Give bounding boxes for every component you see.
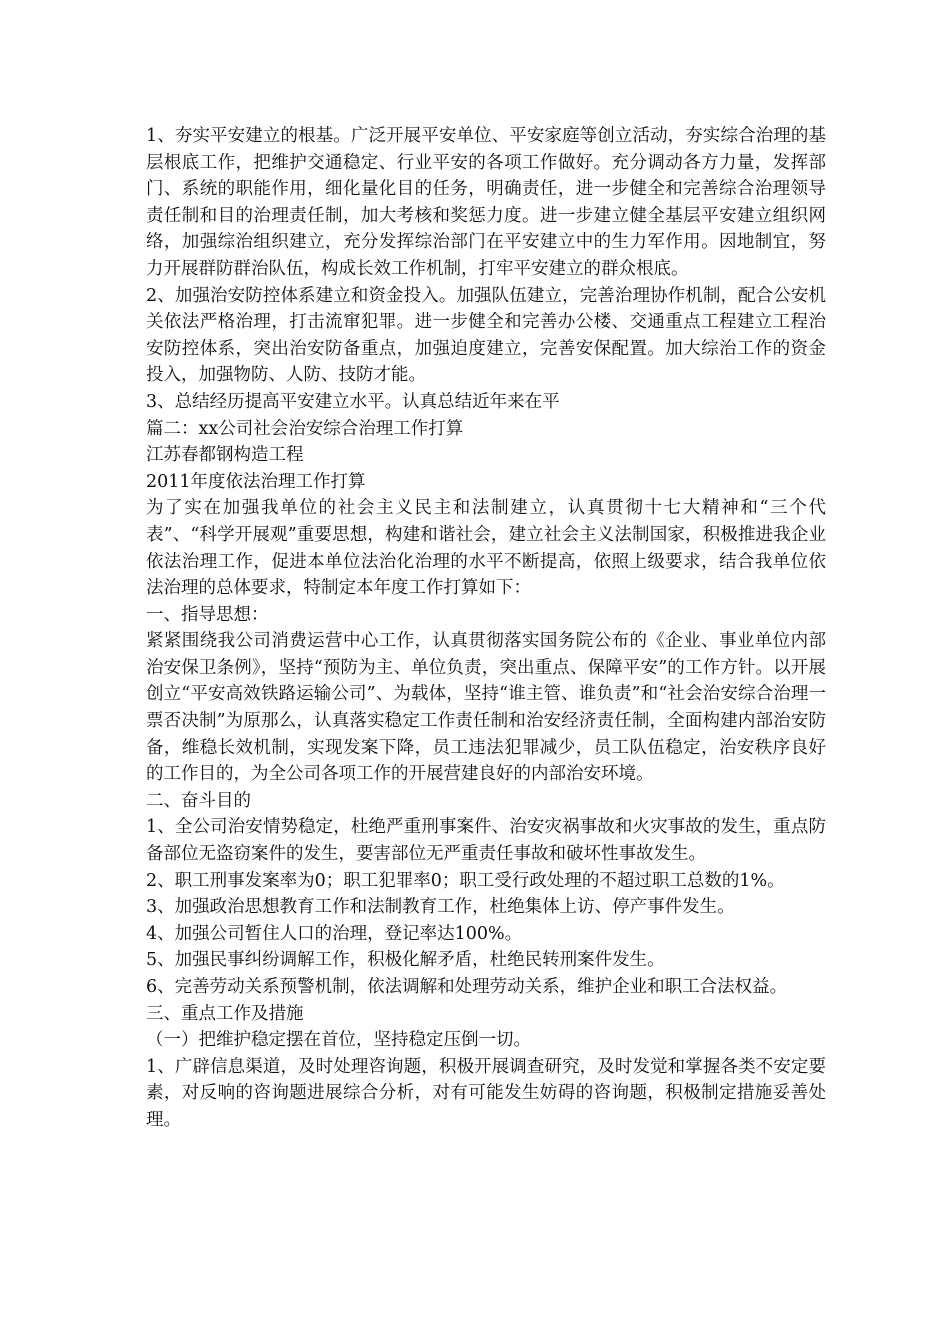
paragraph-guiding-ideology: 紧紧围绕我公司消费运营中心工作，认真贯彻落实国务院公布的《企业、事业单位内部治安保卫条例》，坚持“预防为主、单位负责，突出重点、保障平安”的工作方针。以开展创立“平安高效铁路运输公司”、为载体，坚持“谁主管、谁负责”和“社会治安综合治理一票否决制”为原那么，认真落实稳定工作责任制和治安经济责任制，全面构建内部治安防备，维稳长效机制，实现发案下降，员工违法犯罪减少，员工队伍稳定，治安秩序良好的工作目的，为全公司各项工作的开展营建良好的内部治安环境。 xyxy=(146,631,826,785)
document-page xyxy=(146,123,826,1134)
goal-item-6: 6、完善劳动关系预警机制，依法调解和处理劳动关系，维护企业和职工合法权益。 xyxy=(146,977,788,997)
paragraph-ping-an-foundation: 1、夯实平安建立的根基。广泛开展平安单位、平安家庭等创立活动，夯实综合治理的基层根底工作，把维护交通稳定、行业平安的各项工作做好。充分调动各方力量，发挥部门、系统的职能作用，细化量化目的任务，明确责任，进一步健全和完善综合治理领导责任制和目的治理责任制，加大考核和奖惩力度。进一步建立健全基层平安建立组织网络，加强综治组织建立，充分发挥综治部门在平安建立中的生力军作用。因地制宜，努力开展群防群治队伍，构成长效工作机制，打牢平安建立的群众根底。 xyxy=(146,126,826,279)
paragraph-summarize-experience: 3、总结经历提高平安建立水平。认真总结近年来在平 xyxy=(146,391,560,412)
heading-key-work: 三、重点工作及措施 xyxy=(146,1003,304,1024)
section-heading-part-two: 篇二：xx公司社会治安综合治理工作打算 xyxy=(146,418,464,439)
heading-guiding-ideology: 一、指导思想： xyxy=(146,604,269,625)
goal-item-1: 1、全公司治安情势稳定，杜绝严重刑事案件、治安灾祸事故和火灾事故的发生，重点防备部位无盗窃案件的发生，要害部位无严重责任事故和破坏性事故发生。 xyxy=(146,817,826,865)
paragraph-introduction: 为了实在加强我单位的社会主义民主和法制建立，认真贯彻十七大精神和“三个代表”、“科学开展观”重要思想，构建和谐社会，建立社会主义法制国家，积极推进我企业依法治理工作，促进本单位法治化治理的水平不断提高，依照上级要求，结合我单位依法治理的总体要求，特制定本年度工作打算如下： xyxy=(146,498,826,599)
plan-title: 2011年度依法治理工作打算 xyxy=(146,471,366,492)
goal-item-2: 2、职工刑事发案率为0；职工犯罪率0；职工受行政处理的不超过职工总数的1%。 xyxy=(146,870,785,891)
company-name: 江苏春都钢构造工程 xyxy=(146,445,304,466)
goal-item-5: 5、加强民事纠纷调解工作，积极化解矛盾，杜绝民转刑案件发生。 xyxy=(146,950,665,971)
heading-goals: 二、奋斗目的 xyxy=(146,790,251,811)
subheading-stability-first: （一）把维护稳定摆在首位，坚持稳定压倒一切。 xyxy=(146,1030,531,1051)
paragraph-security-system: 2、加强治安防控体系建立和资金投入。加强队伍建立，完善治理协作机制，配合公安机关依法严格治理，打击流窜犯罪。进一步健全和完善办公楼、交通重点工程建立工程治安防控体系，突出治安防备重点，加强迫度建立，完善安保配置。加大综治工作的资金投入，加强物防、人防、技防才能。 xyxy=(146,285,826,386)
goal-item-3: 3、加强政治思想教育工作和法制教育工作，杜绝集体上访、停产事件发生。 xyxy=(146,897,735,918)
goal-item-4: 4、加强公司暂住人口的治理，登记率达100%。 xyxy=(146,923,523,944)
measure-item-1: 1、广辟信息渠道，及时处理咨询题，积极开展调查研究，及时发觉和掌握各类不安定要素，对反响的咨询题进展综合分析，对有可能发生妨碍的咨询题，积极制定措施妥善处理。 xyxy=(146,1056,826,1130)
